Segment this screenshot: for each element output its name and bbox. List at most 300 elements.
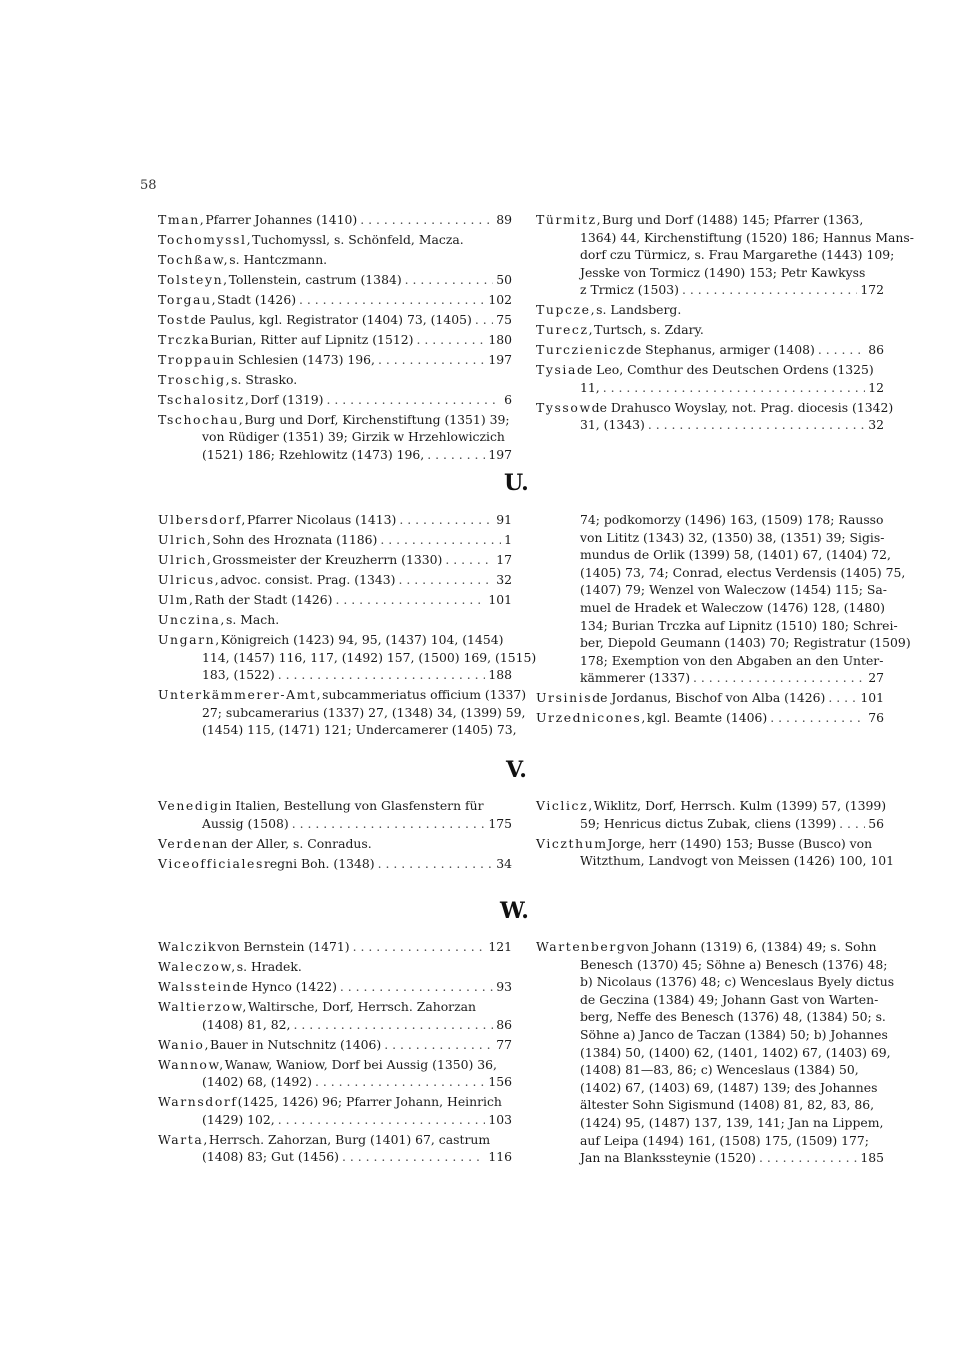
entry-text: kgl. Beamte (1406) (646, 710, 768, 726)
entry-text: (1402) 67, (1403) 69, (1487) 139; des Johannes (580, 1079, 878, 1095)
entry-continuation-line (536, 546, 891, 564)
entry-text: Herrsch. Zahorzan, Burg (1401) 67, castrum (208, 1131, 491, 1147)
entry-text: Königreich (1423) 94, 95, (1437) 104, (1454) (220, 631, 504, 647)
entry-continuation-line (536, 1044, 891, 1062)
index-entry (158, 351, 512, 369)
entry-text: (1408) 81—83, 86; c) Wenceslaus (1384) 50, (580, 1062, 859, 1078)
entry-continuation-line (536, 379, 884, 397)
entry-text: s. Hantczmann. (229, 251, 328, 267)
entry-text: mundus de Orlik (1399) 58, (1401) 67, (1404) 72, (580, 547, 891, 563)
entry-text: regni Boh. (1348) (263, 855, 375, 871)
entry-text: de Geczina (1384) 49; Johann Gast von Warten- (580, 991, 879, 1007)
entry-page-reference: 77 (496, 1036, 512, 1052)
entry-continuation-line (158, 666, 512, 684)
entry-continuation-line (536, 991, 884, 1009)
entry-text: 1364) 44, Kirchenstiftung (1520) 186; Hannus Mans- (580, 229, 914, 245)
entry-text: an der Aller, s. Conradus. (211, 835, 372, 851)
entry-page-reference: 197 (488, 447, 512, 463)
entry-first-line (158, 251, 512, 269)
entry-first-line (158, 958, 512, 976)
leader-dots (378, 855, 494, 873)
entry-page-reference: 86 (496, 1016, 512, 1032)
leader-dots (839, 815, 865, 833)
entry-continuation-line (536, 973, 895, 991)
entry-text: z Trmicz (1503) (580, 282, 679, 298)
entry-continuation-line (536, 652, 884, 670)
entry-headword: Troschig, (158, 371, 232, 387)
index-entry (158, 251, 512, 269)
index-entry (158, 211, 512, 229)
index-entry (536, 341, 884, 359)
entry-text: (1408) 83; Gut (1456) (202, 1149, 340, 1165)
entry-headword: Tschochau, (158, 411, 245, 427)
entry-page-reference: 172 (860, 282, 884, 298)
entry-headword: Tolsteyn, (158, 271, 229, 287)
entry-text: b) Nicolaus (1376) 48; c) Wenceslaus Byely dictus (580, 974, 895, 990)
entry-page-reference: 101 (860, 690, 884, 706)
index-entry (158, 291, 512, 309)
entry-page-reference: 50 (496, 271, 512, 287)
leader-dots (278, 1111, 486, 1129)
entry-text: in Schlesien (1473) 196, (222, 351, 375, 367)
entry-page-reference: 34 (496, 855, 512, 871)
column-w-left (158, 938, 512, 1168)
entry-continuation-line (158, 721, 517, 739)
entry-text: 183, (1522) (202, 667, 275, 683)
entry-first-line (158, 291, 512, 309)
entry-text: (1425, 1426) 96; Pfarrer Johann, Heinrich (237, 1094, 502, 1110)
entry-continuation-line (158, 1016, 512, 1034)
entry-text: Jorge, herr (1490) 153; Busse (Busco) von (607, 835, 873, 851)
entry-headword: Ulbersdorf, (158, 512, 247, 527)
entry-continuation-line (536, 281, 884, 299)
entry-page-reference: 175 (488, 815, 512, 831)
entry-first-line (536, 321, 884, 339)
entry-continuation-line (158, 815, 512, 833)
entry-page-reference: 76 (868, 710, 884, 726)
entry-first-line (158, 531, 512, 549)
entry-continuation-line (536, 246, 895, 264)
entry-text: Stadt (1426) (217, 291, 297, 307)
leader-dots (292, 815, 486, 833)
leader-dots (818, 341, 865, 359)
entry-text: von Lititz (1343) 32, (1350) 38, (1351) 39; Sigis- (580, 529, 885, 545)
entry-page-reference: 1 (504, 531, 512, 547)
entry-continuation-line (536, 599, 884, 617)
leader-dots (353, 938, 486, 956)
entry-page-reference: 91 (496, 512, 512, 527)
entry-text: 27; subcamerarius (1337) 27, (1348) 34, (1399) 59, (202, 704, 526, 720)
entry-continuation-line (536, 1114, 884, 1132)
leader-dots (445, 551, 493, 569)
entry-headword: Wartenberg (536, 939, 627, 954)
entry-headword: Tyssow (536, 399, 592, 415)
entry-text: Dorf (1319) (250, 391, 324, 407)
entry-text: s. Strasko. (231, 371, 298, 387)
entry-text: (1405) 73, 74; Conrad, electus Verdensis (1405) 75, (580, 564, 906, 580)
entry-headword: Torgau, (158, 291, 218, 307)
entry-text: (1521) 186; Rzehlowitz (1473) 196, (202, 447, 425, 463)
entry-continuation-line (536, 1149, 884, 1167)
entry-first-line (158, 571, 512, 589)
entry-text: (1408) 81, 82, (202, 1016, 291, 1032)
entry-first-line (158, 1131, 512, 1149)
entry-text: 178; Exemption von den Abgaben an den Unter- (580, 652, 884, 668)
entry-headword: Verden (158, 835, 212, 851)
entry-continuation-line (536, 956, 888, 974)
leader-dots (378, 351, 485, 369)
page-number: 58 (140, 178, 157, 193)
entry-text: Wiklitz, Dorf, Herrsch. Kulm (1399) 57, (1399) (593, 798, 887, 813)
entry-headword: Warnsdorf (158, 1094, 238, 1110)
entry-text: Pfarrer Nicolaus (1413) (246, 512, 397, 527)
column-w-right (536, 938, 895, 1169)
index-entry (158, 978, 512, 996)
entry-first-line (536, 399, 894, 417)
leader-dots (326, 391, 501, 409)
entry-text: Burian, Ritter auf Lipnitz (1512) (210, 331, 414, 347)
entry-text: ältester Sohn Sigismund (1408) 81, 82, 83, 86, (580, 1097, 875, 1113)
entry-page-reference: 56 (868, 815, 884, 831)
index-entry (158, 686, 527, 739)
entry-headword: Ungarn, (158, 631, 221, 647)
index-entry (158, 611, 512, 629)
entry-continuation-line (536, 1096, 884, 1114)
leader-dots (360, 211, 493, 229)
index-entry (158, 311, 512, 329)
entry-text: de Leo, Comthur des Deutschen Ordens (1325) (576, 362, 874, 378)
leader-dots (299, 291, 485, 309)
entry-first-line (158, 797, 512, 815)
entry-text: Burg und Dorf (1488) 145; Pfarrer (1363, (602, 212, 864, 227)
index-entry (158, 331, 512, 349)
entry-continuation-line (158, 428, 512, 446)
leader-dots (828, 689, 857, 707)
entry-continuation-line (536, 416, 884, 434)
entry-text: advoc. consist. Prag. (1343) (220, 571, 396, 587)
entry-text: (1402) 68, (1492) (202, 1074, 312, 1090)
entry-text: subcammeriatus officium (1337) (322, 687, 527, 703)
entry-text: auf Leipa (1494) 161, (1508) 175, (1509) 177; (580, 1132, 869, 1148)
entry-text: Waltirsche, Dorf, Herrsch. Zahorzan (247, 998, 476, 1014)
entry-headword: Türmitz, (536, 212, 603, 227)
entry-first-line (158, 551, 512, 569)
index-entry (536, 689, 884, 707)
column-t-right (536, 211, 914, 436)
index-entry (536, 361, 884, 396)
entry-first-line (536, 797, 887, 815)
entry-headword: Trczka (158, 331, 211, 347)
leader-dots (427, 446, 485, 464)
entry-page-reference: 116 (488, 1149, 512, 1165)
entry-text: 11, (580, 379, 600, 395)
entry-text: Burg und Dorf, Kirchenstiftung (1351) 39; (244, 411, 510, 427)
column-v-left (158, 797, 512, 875)
entry-first-line (536, 361, 884, 379)
entry-first-line (536, 511, 884, 529)
entry-text: s. Hradek. (236, 958, 302, 974)
entry-text: Tollenstein, castrum (1384) (228, 271, 402, 287)
entry-headword: Ursinis (536, 690, 593, 706)
entry-first-line (158, 351, 512, 369)
entry-first-line (158, 231, 512, 249)
entry-first-line (158, 391, 512, 409)
entry-page-reference: 101 (488, 591, 512, 607)
entry-first-line (158, 1036, 512, 1054)
entry-headword: Warta, (158, 1131, 209, 1147)
entry-text: s. Mach. (225, 611, 280, 627)
entry-text: von Bernstein (1471) (217, 939, 350, 954)
entry-headword: Viclicz, (536, 798, 594, 813)
leader-dots (603, 379, 866, 397)
entry-page-reference: 6 (504, 391, 512, 407)
entry-text: 134; Burian Trczka auf Lipnitz (1510) 180; Schrei- (580, 617, 898, 633)
entry-continuation-line (536, 1079, 884, 1097)
entry-page-reference: 197 (488, 351, 512, 367)
index-entry (536, 709, 884, 727)
entry-text: Benesch (1370) 45; Söhne a) Benesch (1376) 48; (580, 956, 888, 972)
entry-text: (1454) 115, (1471) 121; Undercamerer (1405) 73, (202, 722, 517, 738)
entry-headword: Viczthum (536, 835, 608, 851)
leader-dots (384, 1036, 493, 1054)
entry-page-reference: 121 (488, 939, 512, 954)
entry-page-reference: 32 (868, 417, 884, 433)
leader-dots (682, 281, 857, 299)
entry-text: 59; Henricus dictus Zubak, cliens (1399) (580, 815, 837, 831)
entry-text: de Jordanus, Bischof von Alba (1426) (592, 690, 826, 706)
entry-text: Pfarrer Johannes (1410) (205, 212, 358, 227)
entry-headword: Ulrich, (158, 551, 213, 567)
entry-headword: Tochomyssl, (158, 231, 253, 247)
index-entry (536, 301, 884, 319)
entry-text: Jesske von Tormicz (1490) 153; Petr Kawkyss (580, 264, 866, 280)
entry-first-line (536, 835, 884, 853)
entry-headword: Tost (158, 311, 191, 327)
index-entry (158, 797, 512, 832)
entry-headword: Unczina, (158, 611, 226, 627)
entry-first-line (158, 591, 512, 609)
entry-first-line (536, 211, 884, 229)
entry-text: (1384) 50, (1400) 62, (1401, 1402) 67, (1403) 69, (580, 1044, 891, 1060)
section-letter-w: W. (500, 898, 529, 924)
entry-text: Söhne a) Janco de Taczan (1384) 50; b) Johannes (580, 1026, 888, 1042)
column-u-left (158, 511, 537, 741)
entry-headword: Tochßaw, (158, 251, 230, 267)
entry-page-reference: 27 (868, 670, 884, 686)
index-entry (158, 998, 512, 1033)
leader-dots (759, 1149, 857, 1167)
entry-text: Rath der Stadt (1426) (194, 591, 333, 607)
entry-continuation-line (536, 852, 895, 870)
entry-page-reference: 12 (868, 379, 884, 395)
index-entry (158, 391, 512, 409)
entry-text: berg, Neffe des Benesch (1376) 48, (1384) 50; s. (580, 1009, 886, 1025)
entry-first-line (158, 1093, 512, 1111)
entry-text: Wanaw, Waniow, Dorf bei Aussig (1350) 36, (224, 1056, 497, 1072)
entry-first-line (536, 689, 884, 707)
entry-first-line (536, 709, 884, 727)
entry-page-reference: 89 (496, 212, 512, 227)
entry-first-line (158, 371, 512, 389)
entry-headword: Turczienicz (536, 342, 626, 358)
leader-dots (340, 978, 493, 996)
entry-text: 31, (1343) (580, 417, 645, 433)
entry-text: Tuchomyssl, s. Schönfeld, Macza. (252, 231, 464, 247)
index-entry (158, 511, 512, 529)
entry-headword: Troppau (158, 351, 223, 367)
leader-dots (380, 531, 501, 549)
entry-text: (1424) 95, (1487) 137, 139, 141; Jan na Lippem, (580, 1114, 884, 1130)
entry-text: 114, (1457) 116, 117, (1492) 157, (1500) 169, (1515) (202, 649, 537, 665)
entry-continuation-line (158, 1073, 512, 1091)
entry-text: s. Landsberg. (596, 302, 682, 318)
index-entry (158, 1093, 512, 1128)
entry-first-line (536, 938, 884, 956)
entry-page-reference: 32 (496, 571, 512, 587)
entry-headword: Wannow, (158, 1056, 225, 1072)
entry-text: von Johann (1319) 6, (1384) 49; s. Sohn (626, 939, 877, 954)
index-entry (158, 551, 512, 569)
entry-continuation-line (158, 1111, 512, 1129)
index-entry (158, 855, 512, 873)
entry-text: de Hynco (1422) (232, 978, 337, 994)
index-entry (158, 231, 512, 249)
section-letter-u: U. (504, 470, 529, 496)
entry-headword: Tman, (158, 212, 206, 227)
entry-page-reference: 86 (868, 342, 884, 358)
entry-continuation-line (536, 617, 898, 635)
entry-text: dorf czu Türmicz, s. Frau Margarethe (1443) 109; (580, 247, 895, 263)
entry-text: (1407) 79; Wenzel von Waleczow (1454) 115; Sa- (580, 582, 887, 598)
entry-continuation-line (536, 669, 884, 687)
index-entry (158, 835, 512, 853)
leader-dots (405, 271, 494, 289)
entry-headword: Urzednicones, (536, 710, 647, 726)
entry-text: (1429) 102, (202, 1111, 275, 1127)
entry-text: kämmerer (1337) (580, 670, 691, 686)
entry-headword: Tschalositz, (158, 391, 251, 407)
entry-page-reference: 93 (496, 978, 512, 994)
entry-page-reference: 17 (496, 551, 512, 567)
entry-continuation-line (158, 446, 512, 464)
leader-dots (770, 709, 865, 727)
entry-text: muel de Hradek et Waleczow (1476) 128, (1480) (580, 599, 885, 615)
index-entry (158, 531, 512, 549)
column-v-right (536, 797, 895, 872)
index-entry (536, 321, 884, 339)
index-entry (536, 399, 894, 434)
entry-page-reference: 180 (488, 331, 512, 347)
entry-first-line (158, 686, 527, 704)
index-entry (536, 211, 914, 299)
entry-headword: Walsstein (158, 978, 233, 994)
entry-text: ber, Diepold Geumann (1403) 70; Registratur (1509) (580, 635, 911, 651)
entry-continuation-line (536, 264, 884, 282)
entry-first-line (158, 211, 512, 229)
entry-text: Jan na Blankssteynie (1520) (580, 1150, 756, 1166)
leader-dots (294, 1016, 494, 1034)
leader-dots (693, 669, 865, 687)
entry-first-line (158, 311, 512, 329)
entry-continuation-line (536, 581, 887, 599)
entry-headword: Walczik (158, 939, 218, 954)
entry-continuation-line (536, 1008, 884, 1026)
leader-dots (278, 666, 486, 684)
entry-headword: Waltierzow, (158, 998, 248, 1014)
entry-first-line (158, 271, 512, 289)
entry-text: de Drahusco Woyslay, not. Prag. diocesis (1342) (591, 399, 894, 415)
entry-headword: Venedig (158, 798, 220, 813)
entry-first-line (158, 611, 512, 629)
entry-continuation-line (536, 815, 884, 833)
entry-headword: Tupcze, (536, 302, 597, 318)
entry-headword: Tysia (536, 362, 577, 378)
entry-text: von Rüdiger (1351) 39; Girzik w Hrzehlowiczich (202, 429, 505, 445)
column-t-left (158, 211, 512, 466)
entry-text: Grossmeister der Kreuzherrn (1330) (212, 551, 443, 567)
entry-continuation-line (158, 1148, 512, 1166)
entry-continuation-line (536, 229, 914, 247)
index-entry (536, 835, 895, 870)
entry-first-line (158, 631, 512, 649)
entry-text: de Paulus, kgl. Registrator (1404) 73, (1405) (190, 311, 472, 327)
index-entry (158, 411, 512, 464)
index-entry (158, 571, 512, 589)
entry-first-line (158, 855, 512, 873)
section-letter-v: V. (506, 757, 527, 783)
index-entry (158, 938, 512, 956)
entry-first-line (158, 938, 512, 956)
index-entry (536, 797, 887, 832)
entry-first-line (158, 835, 512, 853)
entry-page-reference: 156 (488, 1074, 512, 1090)
entry-page-reference: 102 (488, 291, 512, 307)
entry-page-reference: 75 (496, 311, 512, 327)
entry-first-line (158, 1056, 512, 1074)
entry-page-reference: 188 (488, 667, 512, 683)
leader-dots (416, 331, 485, 349)
index-entry (536, 511, 911, 687)
index-entry (158, 1036, 512, 1054)
entry-continuation-line (536, 1026, 888, 1044)
leader-dots (342, 1148, 485, 1166)
entry-first-line (158, 978, 512, 996)
entry-continuation-line (158, 649, 537, 667)
entry-page-reference: 103 (488, 1111, 512, 1127)
entry-headword: Viceofficiales (158, 855, 264, 871)
entry-first-line (158, 998, 512, 1016)
entry-text: Turtsch, s. Zdary. (594, 322, 704, 338)
entry-headword: Ulrich, (158, 531, 213, 547)
entry-continuation-line (536, 529, 884, 547)
entry-text: Aussig (1508) (202, 815, 289, 831)
index-entry (158, 591, 512, 609)
entry-text: de Stephanus, armiger (1408) (625, 342, 815, 358)
entry-headword: Ulm, (158, 591, 195, 607)
leader-dots (315, 1073, 485, 1091)
entry-continuation-line (536, 564, 906, 582)
entry-headword: Turecz, (536, 322, 595, 338)
entry-continuation-line (536, 1061, 884, 1079)
entry-text: Witzthum, Landvogt von Meissen (1426) 100, 101 (580, 853, 895, 869)
entry-headword: Wanio, (158, 1036, 210, 1052)
index-entry (158, 271, 512, 289)
entry-first-line (536, 341, 884, 359)
entry-first-line (158, 411, 512, 429)
entry-text: Sohn des Hroznata (1186) (212, 531, 378, 547)
column-u-right (536, 511, 911, 729)
entry-headword: Unterkämmerer-Amt, (158, 687, 323, 703)
